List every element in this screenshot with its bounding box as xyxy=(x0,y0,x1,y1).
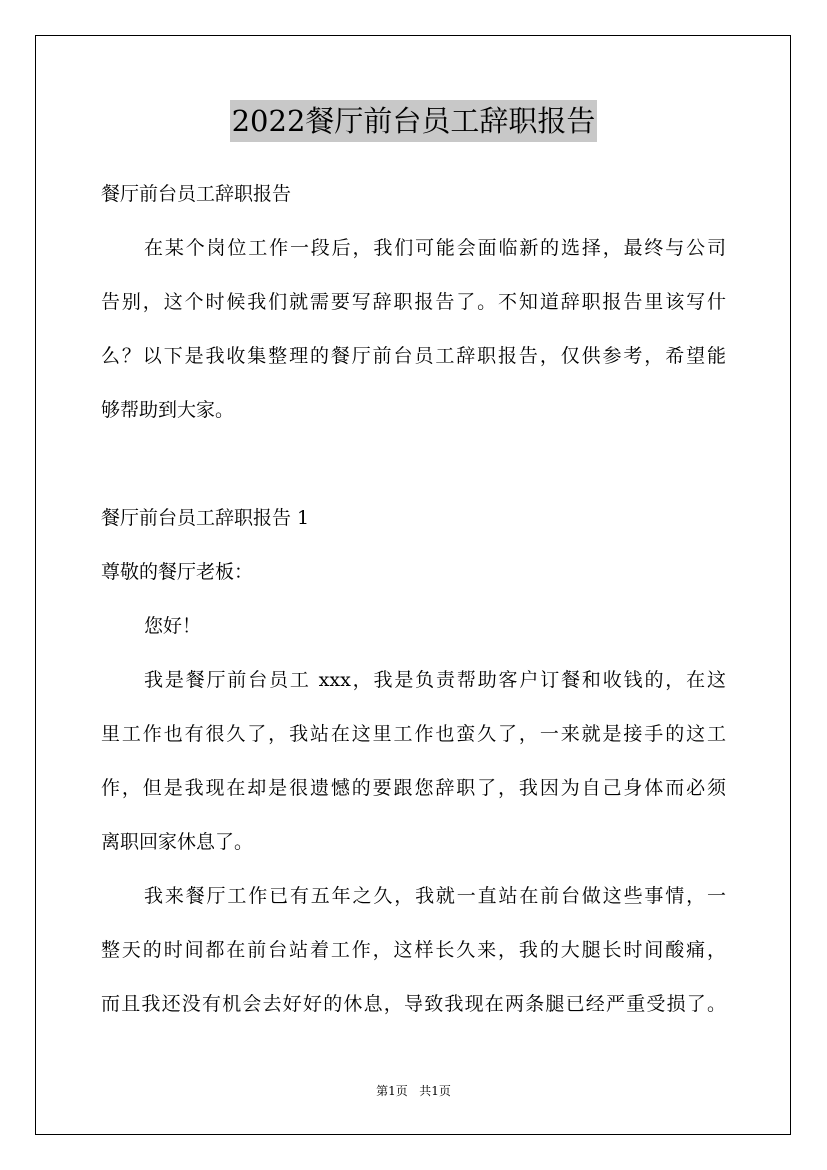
page-number: 第1页 xyxy=(376,1084,408,1098)
document-subtitle: 餐厅前台员工辞职报告 xyxy=(101,183,292,205)
page-total: 共1页 xyxy=(419,1084,451,1098)
intro-line: 告别，这个时候我们就需要写辞职报告了。不知道辞职报告里该写什 xyxy=(101,291,726,313)
paragraph-line: 离职回家休息了。 xyxy=(101,831,254,853)
paragraph-line: 作，但是我现在却是很遗憾的要跟您辞职了，我因为自己身体而必须 xyxy=(101,777,726,799)
title-container xyxy=(0,100,827,142)
paragraph-line: 我是餐厅前台员工 xxx，我是负责帮助客户订餐和收钱的，在这 xyxy=(144,669,726,691)
paragraph-line: 整天的时间都在前台站着工作，这样长久来，我的大腿长时间酸痛， xyxy=(101,939,726,961)
document-title: 2022餐厅前台员工辞职报告 xyxy=(230,100,598,142)
paragraph-line: 里工作也有很久了，我站在这里工作也蛮久了，一来就是接手的这工 xyxy=(101,723,726,745)
paragraph-line: 我来餐厅工作已有五年之久，我就一直站在前台做这些事情，一 xyxy=(144,885,726,907)
section-heading: 餐厅前台员工辞职报告 1 xyxy=(101,507,310,529)
page-footer xyxy=(0,1083,827,1099)
intro-line: 在某个岗位工作一段后，我们可能会面临新的选择，最终与公司 xyxy=(144,237,726,259)
salutation: 尊敬的餐厅老板： xyxy=(101,561,254,583)
intro-line: 够帮助到大家。 xyxy=(101,399,235,421)
intro-line: 么？以下是我收集整理的餐厅前台员工辞职报告，仅供参考，希望能 xyxy=(101,345,726,367)
greeting: 您好！ xyxy=(144,615,202,637)
paragraph-line: 而且我还没有机会去好好的休息，导致我现在两条腿已经严重受损了。 xyxy=(101,993,726,1015)
